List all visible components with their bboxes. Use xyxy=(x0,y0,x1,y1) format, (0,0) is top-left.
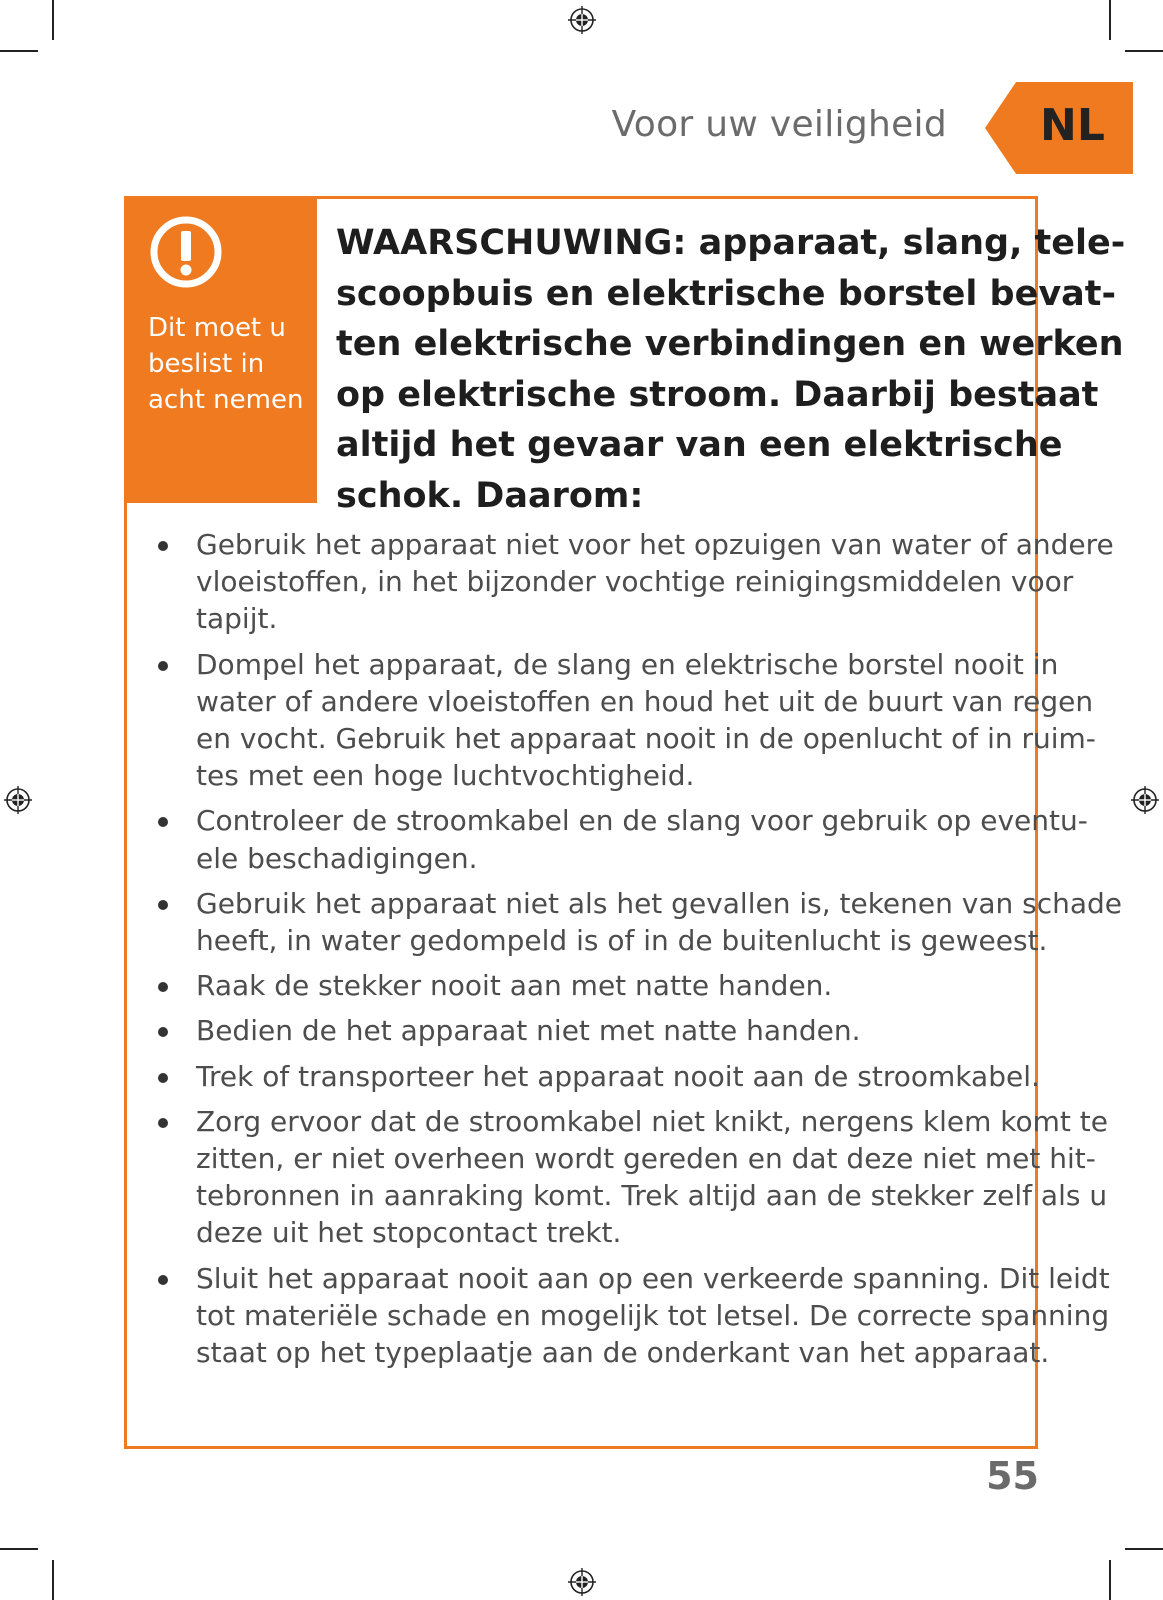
list-item-line: Raak de stekker nooit aan met natte handen. xyxy=(196,969,833,1003)
crop-mark xyxy=(0,50,38,52)
bullet-icon xyxy=(158,817,168,827)
list-item-line: ele beschadigingen. xyxy=(196,841,478,875)
warning-heading-line: op elektrische stroom. Daarbij bestaat xyxy=(336,374,1099,415)
language-label: NL xyxy=(1040,100,1105,151)
bullet-icon xyxy=(158,1118,168,1128)
bullet-icon xyxy=(158,900,168,910)
sidebar-note xyxy=(148,310,308,418)
bullet-icon xyxy=(158,982,168,992)
list-item-line: en vocht. Gebruik het apparaat nooit in de openlucht of in ruim- xyxy=(196,722,1096,756)
list-item-line: Sluit het apparaat nooit aan op een verkeerde spanning. Dit leidt xyxy=(196,1261,1110,1295)
crop-mark xyxy=(52,1560,54,1600)
warning-heading xyxy=(336,218,1126,521)
list-item xyxy=(152,1103,1108,1252)
warning-heading-line: scoopbuis en elektrische borstel bevat- xyxy=(336,273,1117,314)
list-item-line: zitten, er niet overheen wordt gereden en dat deze niet met hit- xyxy=(196,1142,1096,1176)
list-item-line: tes met een hoge luchtvochtigheid. xyxy=(196,759,695,793)
warning-heading-line: WAARSCHUWING: apparaat, slang, tele- xyxy=(336,223,1126,263)
list-item xyxy=(152,967,1032,1004)
list-item xyxy=(152,885,1123,959)
list-item xyxy=(152,802,1088,876)
warning-heading-line: ten elektrische verbindingen en werken xyxy=(336,324,1124,364)
list-item-line: Zorg ervoor dat de stroomkabel niet knikt, nergens klem komt te xyxy=(196,1104,1108,1138)
bullet-icon xyxy=(158,1073,168,1083)
page-title: Voor uw veiligheid xyxy=(611,104,947,145)
list-item xyxy=(152,1260,1110,1372)
list-item-line: water of andere vloeistoffen en houd het uit de buurt van regen xyxy=(196,684,1094,718)
list-item-line: Trek of transporteer het apparaat nooit aan de stroomkabel. xyxy=(196,1059,1040,1093)
crop-mark xyxy=(1125,1548,1163,1550)
sidebar-note-line: Dit moet u xyxy=(148,313,286,343)
warning-heading-line: altijd het gevaar van een elektrische xyxy=(336,425,1063,465)
registration-mark-icon xyxy=(568,1568,596,1596)
bullet-icon xyxy=(158,1275,168,1285)
list-item-line: tot materiële schade en mogelijk tot letsel. De correcte spanning xyxy=(196,1298,1110,1332)
list-item-line: deze uit het stopcontact trekt. xyxy=(196,1216,622,1250)
list-item-line: Gebruik het apparaat niet als het gevallen is, tekenen van schade xyxy=(196,886,1123,920)
list-item-line: Bedien de het apparaat niet met natte handen. xyxy=(196,1014,861,1048)
warning-heading-line: schok. Daarom: xyxy=(336,475,644,516)
crop-mark xyxy=(52,0,54,40)
list-item-line: tebronnen in aanraking komt. Trek altijd aan de stekker zelf als u xyxy=(196,1179,1108,1213)
list-item-line: Controleer de stroomkabel en de slang voor gebruik op eventu- xyxy=(196,804,1088,838)
list-item-line: vloeistoffen, in het bijzonder vochtige reinigingsmiddelen voor xyxy=(196,565,1074,599)
registration-mark-icon xyxy=(1131,786,1159,814)
bullet-icon xyxy=(158,1027,168,1037)
list-item xyxy=(152,1058,1040,1095)
sidebar-note-line: acht nemen xyxy=(148,385,304,415)
bullet-icon xyxy=(158,661,168,671)
list-item xyxy=(152,646,1096,795)
safety-instructions-list xyxy=(152,526,1123,1379)
list-item xyxy=(152,1012,1032,1049)
registration-mark-icon xyxy=(4,786,32,814)
list-item-line: staat op het typeplaatje aan de onderkant van het apparaat. xyxy=(196,1336,1050,1370)
registration-mark-icon xyxy=(568,6,596,34)
sidebar-note-line: beslist in xyxy=(148,349,265,379)
bullet-icon xyxy=(158,541,168,551)
list-item xyxy=(152,526,1114,638)
list-item-line: Dompel het apparaat, de slang en elektrische borstel nooit in xyxy=(196,647,1059,681)
crop-mark xyxy=(1125,50,1163,52)
list-item-line: Gebruik het apparaat niet voor het opzuigen van water of andere xyxy=(196,528,1114,561)
page-number: 55 xyxy=(986,1454,1039,1498)
crop-mark xyxy=(1109,0,1111,40)
list-item-line: tapijt. xyxy=(196,602,278,636)
crop-mark xyxy=(1109,1560,1111,1600)
list-item-line: heeft, in water gedompeld is of in de buitenlucht is geweest. xyxy=(196,924,1048,958)
crop-mark xyxy=(0,1548,38,1550)
exclamation-circle-icon xyxy=(148,214,224,290)
